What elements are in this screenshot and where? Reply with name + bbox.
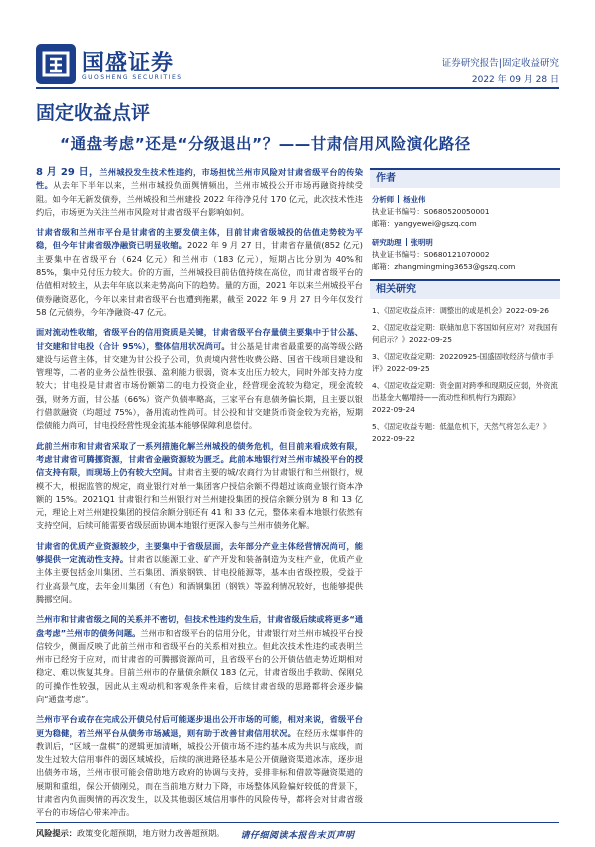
report-category: 证券研究报告|固定收益研究 [441,58,559,69]
author-entry [370,194,560,206]
paragraph-text: 从去年下半年以来，兰州市城投负面舆情频出，兰州市城投公开市场再融资持续受阻。如今年无新发债券，兰州城投和兰州建投 2022 年待净兑付 170 亿元，此次技术性违约后，市场更为关注兰州市风险对甘肃省级平台影响如何。 [36,180,363,217]
paragraph-text: 甘肃省以能源工业、矿产开发和装备制造为支柱产业，优质产业主体主要包括金川集团、兰石集团、酒泉钢铁、甘电投能源等，基本由省级控股，受益于行业高景气度，去年金川集团（有色）和酒钢集团（钢铁）等盈利情况较好，也能够提供腾挪空间。 [36,554,363,604]
report-date: 2022 年 09 月 28 日 [471,75,559,85]
body-paragraph [36,166,363,219]
paragraph-text: 2022 年 9 月 27 日，甘肃省存量债(852 亿元)主要集中在省级平台（624 亿元）和兰州市（183 亿元），短期占比分别为 40%和 85%，集中兑付压力较大。价的方面，兰州城投目前估值持续在高位，而甘肃省级平台的估值相对较主，从去年年底以来走势高向下的趋势。量的方面，2021 年以来兰州城投平台债券融资恶化，今年以来甘肃省级平台也遭到拖累，截至 2022 年 9 月 27 日今年仅发行 58 亿元债券，今年净融资-47 亿元。 [36,240,363,317]
related-research-heading: 相关研究 [370,279,560,299]
related-report[interactable] [370,351,560,375]
paragraph-highlight: 兰州城投发生技术性违约，市场担忧兰州市风险对甘肃省级平台的传染性。 [36,167,363,191]
paragraph-text: 在经历永煤事件的教训后，“区域一盘棋”的逻辑更加清晰，城投公开债市场不违约基本成为共识与底线，而发生过较大信用事件的弱区域城投，后续的演进路径基本是公开债融资渠道冰冻，逐步退出债务市场，兰州市很可能会借助地方政府的协调与支持，妥排非标和借款等融资渠道的展期和重组，保公开债刚兑，而在当前地方财力下降，市场整体风险偏好较低的背景下，甘肃省内负面舆情的再次发生，以及其他弱区域信用事件的风险传导，都将会对甘肃省级平台的市场信心带来冲击。 [36,727,363,818]
author-role: 研究助理 [372,238,402,247]
footer-divider [36,822,559,823]
email-label: 邮箱： [372,219,395,228]
report-title: 固定收益点评 [36,102,151,124]
divider-bar [398,195,399,203]
author-email [370,218,560,230]
main-body [36,166,363,847]
cert-label: 执业证书编号： [372,250,424,259]
body-paragraph [36,226,363,319]
paragraph-highlight: 此前兰州市和甘肃省采取了一系列措施化解兰州城投的债务危机，但目前来看成效有限，考虑甘肃省可腾挪资源，甘肃省金融资源较为匮乏。此前本地银行对兰州市城投平台的授信支持有限，而现场上仍有较大空间。 [36,440,363,478]
report-link-date: 2022-09-24 [372,405,415,414]
paragraph-highlight: 面对流动性收缩，省级平台的信用资质是关键，甘肃省级平台存量债主要集中于甘公基、甘交建和甘电投（合计 95%），整体信用状况尚可。 [36,327,363,351]
cert-number: S0680121070002 [423,250,490,259]
author-name: 杨业伟 [403,195,426,204]
paragraph-highlight: 兰州市平台或存在完成公开债兑付后可能逐步退出公开市场的可能，相对来说，省级平台更为稳健，若兰州平台从债务市场减退，则有助于改善甘肃信用状况。 [36,714,363,738]
body-paragraph [36,613,363,706]
email-label: 邮箱： [372,262,395,271]
paragraph-highlight: 甘肃省的优质产业资源较少，主要集中于省级层面，去年部分产业主体经营情况尚可，能够提供一定流动性支持。 [36,540,363,565]
author-role: 分析师 [372,195,395,204]
report-link-text[interactable]: 1、《固定收益点评：调整出的或是机会》 [372,306,507,315]
report-link-text[interactable]: 3、《固定收益定期：20220925-国盛固收经济与债市手评》 [372,352,554,373]
related-report[interactable] [370,380,560,416]
related-report[interactable] [370,305,560,317]
email-address[interactable]: yangyewei@gszq.com [394,219,477,228]
report-link-text[interactable]: 2、《固定收益定期：联储加息下客国如何应对？对我国有何启示？》 [372,323,558,344]
body-paragraph [36,540,363,606]
footer-disclaimer: 请仔细阅读本报告末页声明 [240,831,355,841]
author-entry [370,237,560,249]
header-divider [36,87,559,89]
paragraph-text: 兰州市和省级平台的信用分化，甘肃银行对兰州市城投平台授信较少，侧面反映了此前兰州市和省级平台的关系相对独立。但此次技术性违约或表明兰州市已经穷于应对，而甘肃省的可腾挪资源尚可，且省级平台的公开债估值走势近期相对稳定、难以恢复其身。目前兰州市的存量债余额仅 183 亿元，甘肃省级出手救助、保刚兑的可操作性较强，因此从主观动机和客观条件来看，后续甘肃省级的思路都将会逐步偏向“通盘考虑”。 [36,627,363,704]
sidebar [370,168,560,450]
authors-heading: 作者 [370,168,560,188]
related-report[interactable] [370,322,560,346]
author-email [370,261,560,273]
risk-text: 政策变化超预期，地方财力改善超预期。 [76,827,225,838]
report-link-date: 2022-09-25 [386,364,430,373]
author-name: 张明明 [410,238,433,247]
cert-number: S0680520050001 [423,207,490,216]
cert-label: 执业证书编号： [372,207,424,216]
author-cert [370,249,560,261]
report-subtitle: “通盘考虑”还是“分级退出”？——甘肃信用风险演化路径 [60,135,471,153]
body-paragraph [36,326,363,432]
divider-bar [406,238,407,246]
paragraph-text: 甘肃省主要的城/农商行为甘肃银行和兰州银行，规模不大，根据监管的规定，商业银行对单一集团客户授信余额不得超过该商业银行资本净额的 15%。2021Q1 甘肃银行和兰州银行对兰州建投集团的授信余额分别为 8 和 13 亿元，理论上对兰州建投集团的授信余额分别还有 41 和 33 亿元，整体来看本地银行依然有支持空间，后续可能需要省级层面协调本地银行更深入参与兰州市债务化解。 [36,467,363,531]
email-address[interactable]: zhangmingming3653@gszq.com [394,262,516,271]
risk-label: 风险提示： [36,827,77,838]
report-link-date: 2022-09-22 [372,434,415,443]
body-paragraph [36,713,363,819]
paragraph-date: 8 月 29 日， [36,167,100,178]
report-link-date: 2022-09-25 [408,335,452,344]
paragraph-highlight: 甘肃省级和兰州市平台是甘肃省的主要发债主体，目前甘肃省级城投的估值走势较为平稳，但今年甘肃省级净融资已明显收缩。 [36,227,363,251]
report-link-date: 2022-09-26 [506,306,549,315]
company-name-en: GUOSHENG SECURITIES [82,74,183,81]
paragraph-text: 甘公基是甘肃省最重要的高等级公路建设与运营主体，甘交建为甘公投子公司，负责境内营性收费公路、国省干线项目建设和管理等，二者的业务公益性很强、盈利能力很弱，资本支出压力较大，同时外部支持力度较大；甘电投是甘肃省市场份额第二的电力投资企业，经营现金流较为稳定，现金流较强，财务方面，甘公基（66%）资产负债率略高，三家平台有息债务偏长期，且主要以银行借款融资（均超过 75%），备用流动性尚可。甘公投和甘交建货币资金较为充裕，短期偿债能力尚可，甘电投经营性现金流基本能够保障利息偿付。 [36,340,363,431]
author-cert [370,206,560,218]
report-link-text[interactable]: 4、《固定收益定期：资金面对跨季和现期反应弱，外资流出基金大幅增持——流动性和机构行为跟踪》 [372,381,558,402]
paragraph-highlight: 兰州市和甘肃省级之间的关系并不密切，但技术性违约发生后，甘肃省级后续或将更多“通盘考虑”兰州市的债务问题。 [36,614,363,638]
body-paragraph [36,440,363,533]
company-logo-icon [36,44,76,84]
related-report[interactable] [370,421,560,445]
report-link-text[interactable]: 5、《固定收益专题：低温危机下，天然气将怎么走？》 [372,422,551,431]
company-name: 国盛证券 [82,51,175,76]
